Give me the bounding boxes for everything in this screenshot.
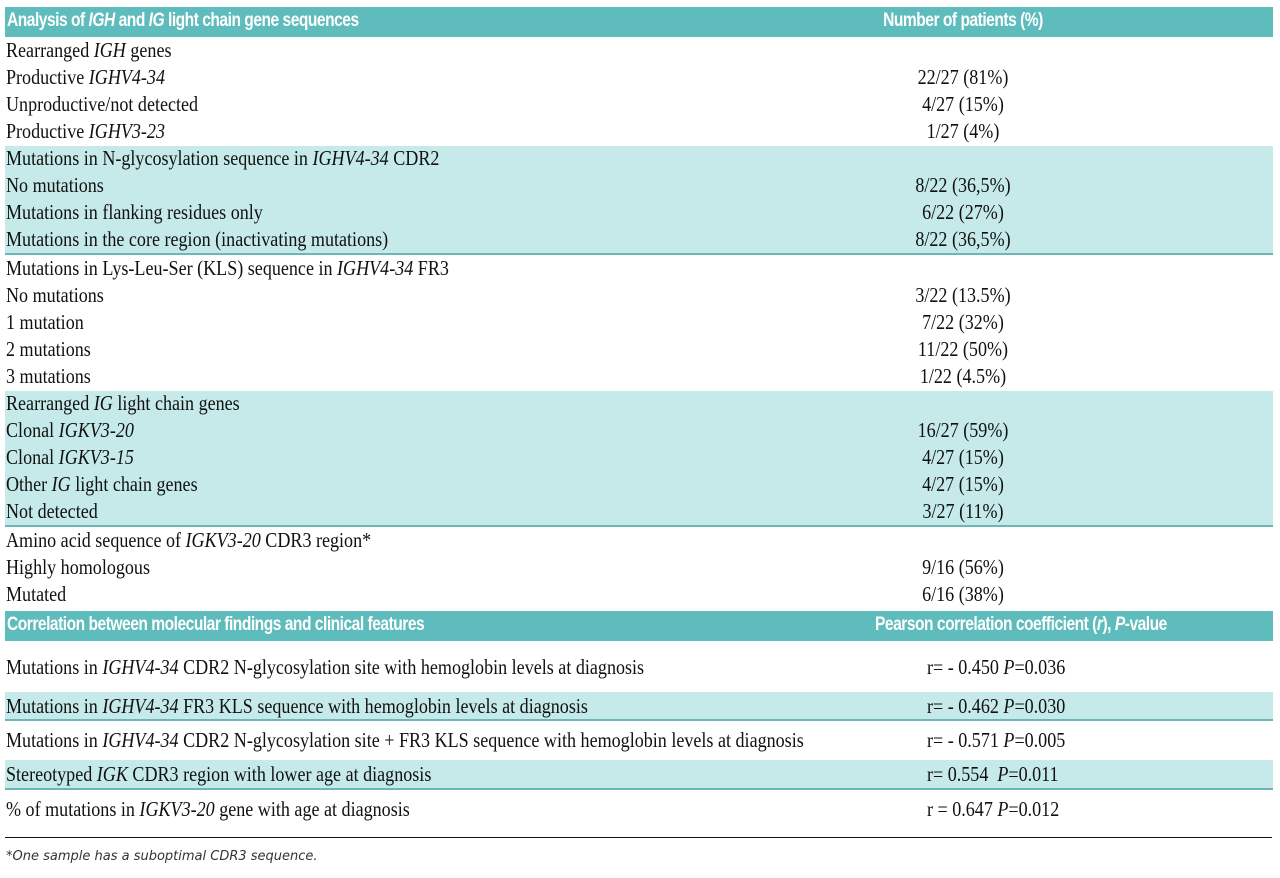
table-bottom-rule [5,837,1272,838]
correlation-value: r = 0.647 P=0.012 [927,797,1060,821]
row-value: 4/27 (15%) [922,472,1004,496]
row-label: Clonal IGKV3-20 [6,418,134,442]
row-label: Productive IGHV4-34 [6,65,166,89]
table-row [5,199,1273,226]
table-row [5,309,1273,336]
table2-body [5,641,1273,831]
table1-body [5,37,1273,607]
correlation-label: Mutations in IGHV4-34 CDR2 N-glycosylation site with hemoglobin levels at diagnosis [6,655,645,679]
table-row [5,581,1273,608]
row-value: 1/22 (4.5%) [919,364,1007,388]
table-row [5,498,1273,525]
correlation-value: r= - 0.571 P=0.005 [927,728,1066,752]
row-label: Other IG light chain genes [6,472,198,496]
section-heading-row [5,527,1273,554]
table-row [5,172,1273,199]
row-label: Rearranged IGH genes [6,38,172,62]
row-value: 4/27 (15%) [922,92,1004,116]
table-row [5,417,1273,444]
row-label: Not detected [6,499,98,523]
row-label: Highly homologous [6,555,150,579]
row-value: 11/22 (50%) [917,337,1009,361]
section-heading-row [5,145,1273,172]
section-heading-row [5,37,1273,64]
correlation-row [5,720,1273,760]
correlation-label: Mutations in IGHV4-34 FR3 KLS sequence with hemoglobin levels at diagnosis [6,694,588,718]
table1-header-left: Analysis of IGH and IG light chain gene sequences [7,10,359,31]
row-label: 3 mutations [6,364,91,388]
row-value: 3/27 (11%) [922,499,1004,523]
table-row [5,118,1273,145]
row-label: Unproductive/not detected [6,92,199,116]
table-row [5,363,1273,390]
row-label: Mutations in N-glycosylation sequence in IGHV4-34 CDR2 [6,146,440,170]
row-value: 1/27 (4%) [926,119,1000,143]
row-value: 8/22 (36,5%) [915,173,1011,197]
correlation-row [5,789,1273,829]
correlation-row [5,641,1273,692]
row-value: 7/22 (32%) [922,310,1004,334]
correlation-row [5,692,1273,720]
row-label: Productive IGHV3-23 [6,119,166,143]
correlation-value: r= - 0.462 P=0.030 [927,694,1066,718]
row-value: 9/16 (56%) [922,555,1004,579]
row-value: 22/27 (81%) [917,65,1009,89]
row-label: Mutations in the core region (inactivating mutations) [6,227,389,251]
row-label: Amino acid sequence of IGKV3-20 CDR3 region* [6,528,372,552]
row-label: Mutated [6,582,67,606]
table2-header-left: Correlation between molecular findings and clinical features [7,614,425,635]
correlation-value: r= - 0.450 P=0.036 [927,655,1066,679]
section-heading-row [5,255,1273,282]
correlation-label: Stereotyped IGK CDR3 region with lower age at diagnosis [6,762,432,786]
table1-header [5,7,1273,37]
table-row [5,226,1273,253]
row-value: 3/22 (13.5%) [915,283,1011,307]
table-row [5,471,1273,498]
row-label: Mutations in Lys-Leu-Ser (KLS) sequence in IGHV4-34 FR3 [6,256,449,280]
row-label: No mutations [6,173,104,197]
table-row [5,336,1273,363]
row-label: Mutations in flanking residues only [6,200,263,224]
row-label: Rearranged IG light chain genes [6,391,240,415]
row-value: 16/27 (59%) [917,418,1009,442]
row-value: 6/16 (38%) [922,582,1004,606]
table-row [5,282,1273,309]
table-row [5,91,1273,118]
footnote: *One sample has a suboptimal CDR3 sequence. [6,849,318,864]
row-label: Clonal IGKV3-15 [6,445,134,469]
correlation-label: % of mutations in IGKV3-20 gene with age at diagnosis [6,797,410,821]
row-label: 1 mutation [6,310,84,334]
section-heading-row [5,390,1273,417]
row-value: 6/22 (27%) [922,200,1004,224]
table-row [5,444,1273,471]
table2-header-right: Pearson correlation coefficient (r), P-value [875,614,1167,635]
table-row [5,64,1273,91]
correlation-value: r= 0.554 P=0.011 [927,762,1059,786]
correlation-label: Mutations in IGHV4-34 CDR2 N-glycosylation site + FR3 KLS sequence with hemoglobin levels at diagnosis [6,728,804,752]
correlation-row [5,760,1273,789]
table2-header [5,611,1273,641]
row-value: 8/22 (36,5%) [915,227,1011,251]
row-value: 4/27 (15%) [922,445,1004,469]
table1-header-right: Number of patients (%) [883,10,1043,31]
row-label: No mutations [6,283,104,307]
row-label: 2 mutations [6,337,91,361]
table-row [5,554,1273,581]
